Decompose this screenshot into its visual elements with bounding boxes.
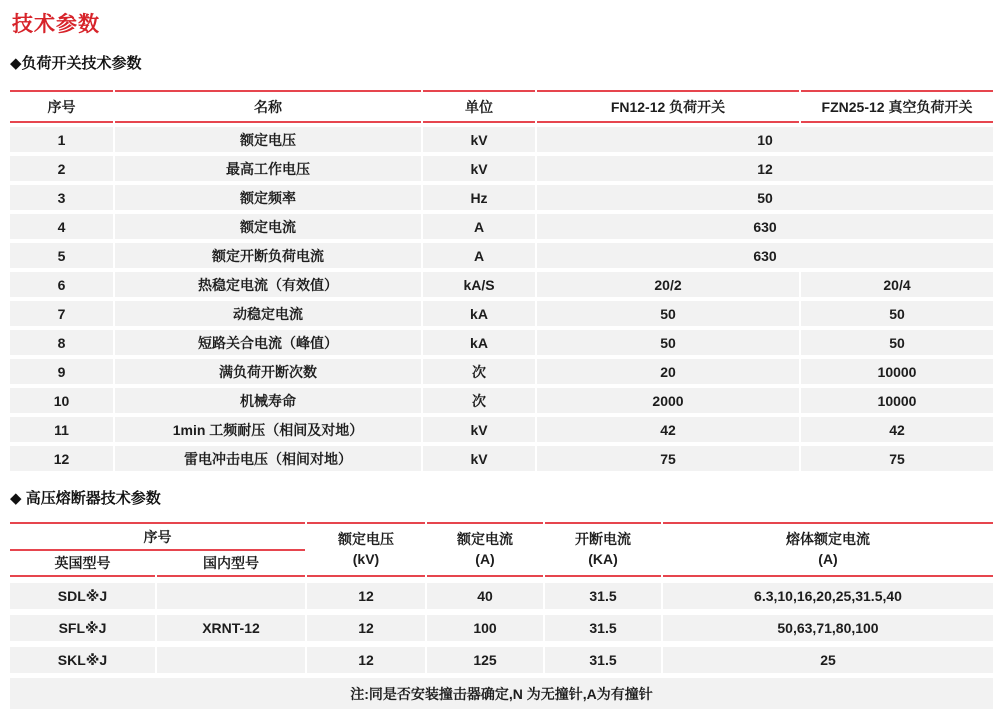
fzn25-value-cell: 10000 bbox=[801, 388, 993, 413]
fuse-table bbox=[10, 522, 993, 709]
param-name-cell: 额定电流 bbox=[115, 214, 421, 239]
unit-cell: kV bbox=[423, 156, 535, 181]
fuse-table-body bbox=[10, 583, 993, 673]
table-row bbox=[10, 185, 993, 210]
table-row bbox=[10, 647, 993, 673]
merged-value-cell: 630 bbox=[537, 243, 993, 268]
unit-cell: kV bbox=[423, 417, 535, 442]
merged-value-cell: 10 bbox=[537, 127, 993, 152]
fuse-table-note: 注:同是否安装撞击器确定,N 为无撞针,A为有撞针 bbox=[10, 678, 993, 709]
fn12-value-cell: 50 bbox=[537, 301, 799, 326]
table-row bbox=[10, 330, 993, 355]
fuse-rating-cell: 50,63,71,80,100 bbox=[663, 615, 993, 641]
col-header-rated-current bbox=[427, 522, 543, 577]
fzn25-value-cell: 42 bbox=[801, 417, 993, 442]
unit-cell: 次 bbox=[423, 388, 535, 413]
param-name-cell: 最高工作电压 bbox=[115, 156, 421, 181]
fzn25-value-cell: 10000 bbox=[801, 359, 993, 384]
row-number-cell: 4 bbox=[10, 214, 113, 239]
unit-cell: kV bbox=[423, 127, 535, 152]
cn-model-cell: XRNT-12 bbox=[157, 615, 305, 641]
fuse-rating-cell: 6.3,10,16,20,25,31.5,40 bbox=[663, 583, 993, 609]
fuse-ratings-unit: (A) bbox=[818, 551, 838, 567]
uk-model-cell: SKL※J bbox=[10, 647, 155, 673]
fzn25-value-cell: 75 bbox=[801, 446, 993, 471]
unit-cell: kA/S bbox=[423, 272, 535, 297]
row-number-cell: 5 bbox=[10, 243, 113, 268]
fn12-value-cell: 42 bbox=[537, 417, 799, 442]
fzn25-value-cell: 20/4 bbox=[801, 272, 993, 297]
rated-voltage-cell: 12 bbox=[307, 615, 425, 641]
fn12-value-cell: 50 bbox=[537, 330, 799, 355]
table-row bbox=[10, 214, 993, 239]
load-switch-section bbox=[10, 52, 993, 471]
cn-model-cell bbox=[157, 647, 305, 673]
breaking-current-cell: 31.5 bbox=[545, 615, 661, 641]
row-number-cell: 7 bbox=[10, 301, 113, 326]
uk-model-cell: SFL※J bbox=[10, 615, 155, 641]
col-header-fn12: FN12-12 负荷开关 bbox=[537, 90, 799, 123]
row-number-cell: 12 bbox=[10, 446, 113, 471]
col-header-serial-group bbox=[10, 522, 305, 577]
fn12-value-cell: 20/2 bbox=[537, 272, 799, 297]
load-switch-table bbox=[10, 90, 993, 471]
table-row bbox=[10, 446, 993, 471]
unit-cell: 次 bbox=[423, 359, 535, 384]
row-number-cell: 3 bbox=[10, 185, 113, 210]
col-header-breaking-current bbox=[545, 522, 661, 577]
load-switch-table-header bbox=[10, 90, 993, 123]
breaking-current-cell: 31.5 bbox=[545, 583, 661, 609]
rated-current-unit: (A) bbox=[475, 551, 495, 567]
row-number-cell: 6 bbox=[10, 272, 113, 297]
param-name-cell: 机械寿命 bbox=[115, 388, 421, 413]
table-row bbox=[10, 359, 993, 384]
rated-voltage-cell: 12 bbox=[307, 647, 425, 673]
col-header-uk-model: 英国型号 bbox=[10, 551, 155, 577]
fn12-value-cell: 75 bbox=[537, 446, 799, 471]
col-header-cn-model: 国内型号 bbox=[157, 551, 305, 577]
row-number-cell: 9 bbox=[10, 359, 113, 384]
col-header-serial: 序号 bbox=[10, 90, 113, 123]
fn12-value-cell: 20 bbox=[537, 359, 799, 384]
page-title: 技术参数 bbox=[12, 13, 100, 36]
row-number-cell: 2 bbox=[10, 156, 113, 181]
table-row bbox=[10, 301, 993, 326]
table-row bbox=[10, 615, 993, 641]
table-row bbox=[10, 156, 993, 181]
unit-cell: kV bbox=[423, 446, 535, 471]
model-subheaders bbox=[10, 551, 305, 577]
param-name-cell: 短路关合电流（峰值） bbox=[115, 330, 421, 355]
col-header-fuse-ratings bbox=[663, 522, 993, 577]
rated-voltage-cell: 12 bbox=[307, 583, 425, 609]
rated-current-cell: 40 bbox=[427, 583, 543, 609]
col-header-rated-voltage bbox=[307, 522, 425, 577]
rated-current-cell: 125 bbox=[427, 647, 543, 673]
param-name-cell: 满负荷开断次数 bbox=[115, 359, 421, 384]
col-header-fzn25: FZN25-12 真空负荷开关 bbox=[801, 90, 993, 123]
col-header-unit: 单位 bbox=[423, 90, 535, 123]
col-header-serial: 序号 bbox=[10, 522, 305, 551]
unit-cell: Hz bbox=[423, 185, 535, 210]
row-number-cell: 11 bbox=[10, 417, 113, 442]
param-name-cell: 动稳定电流 bbox=[115, 301, 421, 326]
cn-model-cell bbox=[157, 583, 305, 609]
breaking-current-label: 开断电流 bbox=[575, 531, 631, 548]
rated-current-cell: 100 bbox=[427, 615, 543, 641]
rated-voltage-unit: (kV) bbox=[352, 551, 380, 567]
col-header-name: 名称 bbox=[115, 90, 421, 123]
table-row bbox=[10, 583, 993, 609]
merged-value-cell: 12 bbox=[537, 156, 993, 181]
uk-model-cell: SDL※J bbox=[10, 583, 155, 609]
fuse-rating-cell: 25 bbox=[663, 647, 993, 673]
rated-current-label: 额定电流 bbox=[457, 531, 513, 548]
param-name-cell: 热稳定电流（有效值） bbox=[115, 272, 421, 297]
unit-cell: A bbox=[423, 214, 535, 239]
unit-cell: A bbox=[423, 243, 535, 268]
merged-value-cell: 50 bbox=[537, 185, 993, 210]
row-number-cell: 10 bbox=[10, 388, 113, 413]
fuse-table-header bbox=[10, 522, 993, 577]
param-name-cell: 额定开断负荷电流 bbox=[115, 243, 421, 268]
load-switch-table-body bbox=[10, 127, 993, 471]
fuse-section-heading: ◆ 高压熔断器技术参数 bbox=[10, 490, 161, 507]
unit-cell: kA bbox=[423, 301, 535, 326]
table-row bbox=[10, 388, 993, 413]
fn12-value-cell: 2000 bbox=[537, 388, 799, 413]
param-name-cell: 1min 工频耐压（相间及对地） bbox=[115, 417, 421, 442]
rated-voltage-label: 额定电压 bbox=[338, 531, 394, 548]
breaking-current-unit: (KA) bbox=[588, 551, 618, 567]
row-number-cell: 1 bbox=[10, 127, 113, 152]
fuse-section bbox=[10, 487, 993, 709]
merged-value-cell: 630 bbox=[537, 214, 993, 239]
param-name-cell: 额定电压 bbox=[115, 127, 421, 152]
fzn25-value-cell: 50 bbox=[801, 330, 993, 355]
fuse-ratings-label: 熔体额定电流 bbox=[786, 531, 870, 548]
param-name-cell: 额定频率 bbox=[115, 185, 421, 210]
fzn25-value-cell: 50 bbox=[801, 301, 993, 326]
breaking-current-cell: 31.5 bbox=[545, 647, 661, 673]
table-row bbox=[10, 127, 993, 152]
table-row bbox=[10, 417, 993, 442]
table-row bbox=[10, 272, 993, 297]
table-row bbox=[10, 243, 993, 268]
unit-cell: kA bbox=[423, 330, 535, 355]
row-number-cell: 8 bbox=[10, 330, 113, 355]
param-name-cell: 雷电冲击电压（相间对地） bbox=[115, 446, 421, 471]
load-switch-section-heading: ◆负荷开关技术参数 bbox=[10, 55, 142, 72]
